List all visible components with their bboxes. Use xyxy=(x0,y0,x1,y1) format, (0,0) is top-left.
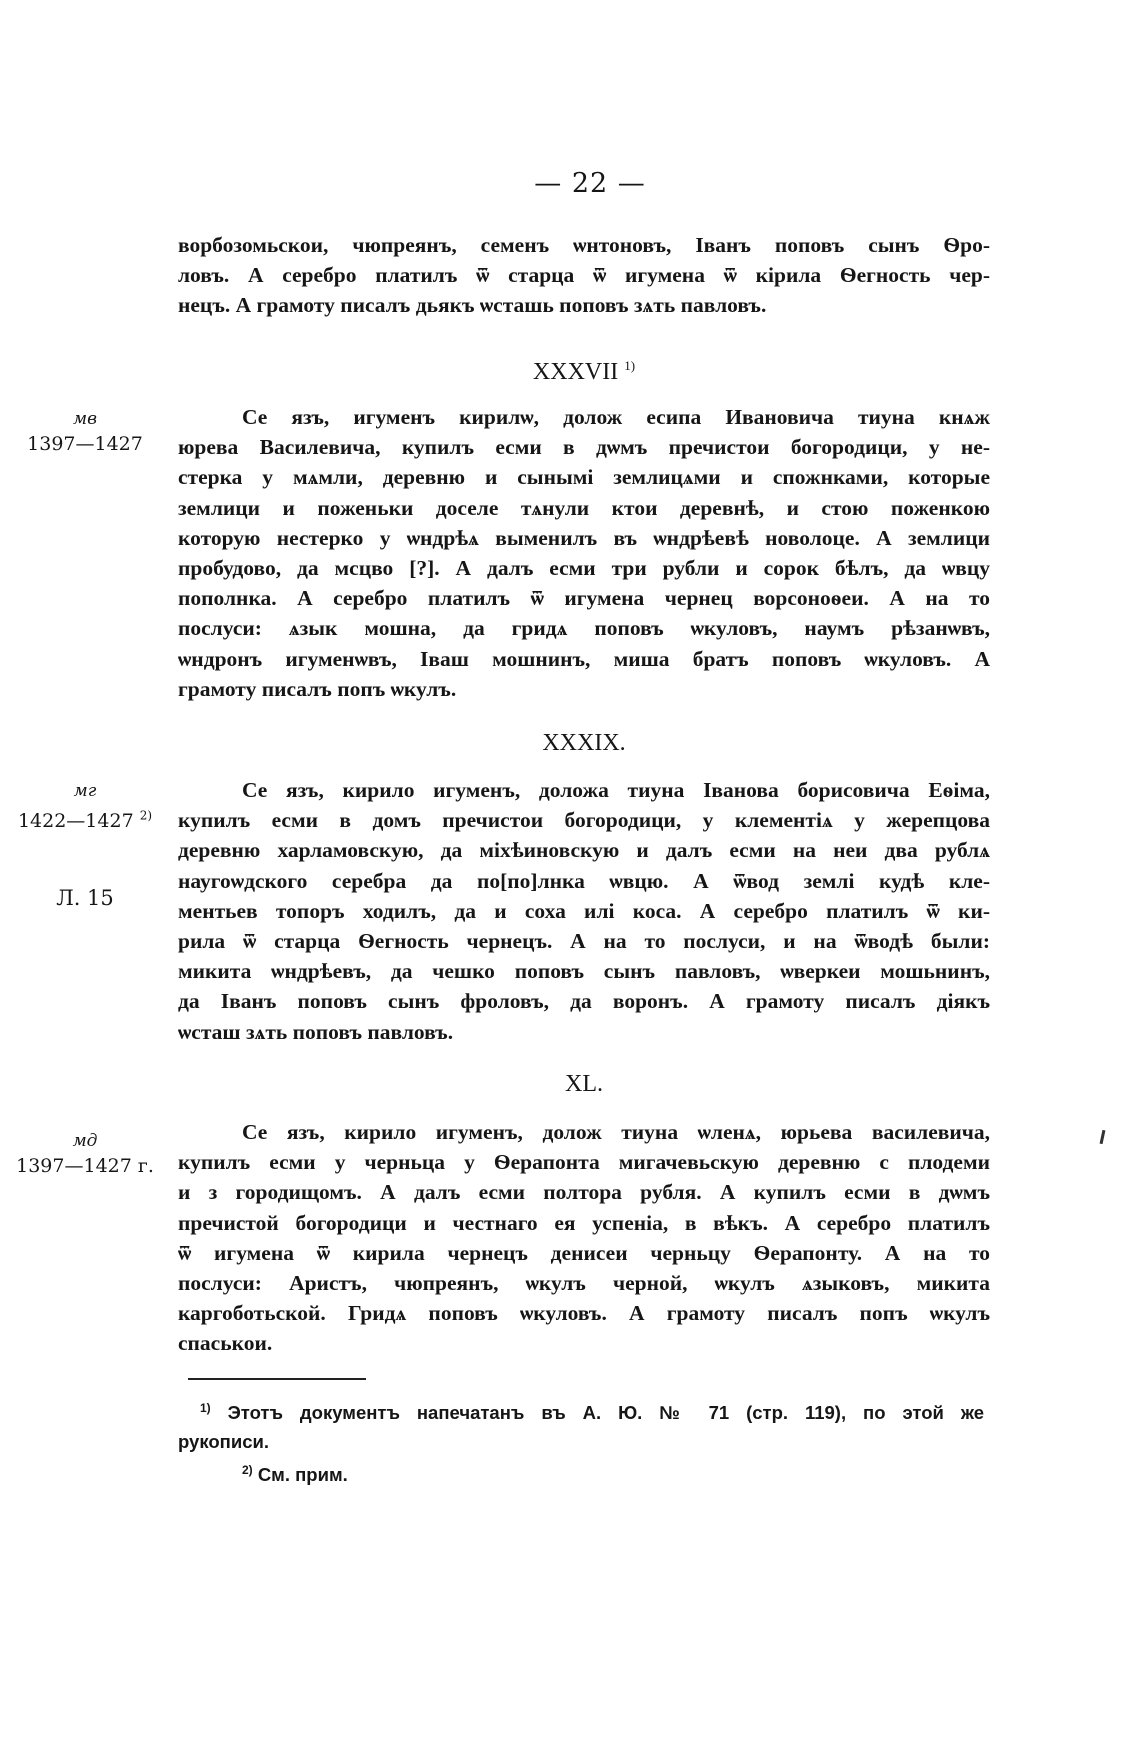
text-line: Се язъ, кирило игуменъ, доложа тиуна Іванова борисовича Еѳіма, xyxy=(242,778,990,802)
document-text-block xyxy=(178,775,990,1047)
margin-note xyxy=(0,780,170,835)
margin-note xyxy=(0,408,170,458)
margin-code: мд xyxy=(72,1131,98,1151)
margin-years-value: 1422—1427 xyxy=(17,810,134,833)
footnote-mark: 2) xyxy=(242,1463,253,1478)
margin-note xyxy=(0,1130,170,1180)
section-heading-label: XXXIX. xyxy=(542,730,626,756)
text-line: ѡсташ зѧть поповъ павловъ. xyxy=(178,1019,454,1044)
footnote-reference: 1) xyxy=(624,358,636,373)
page-number: — 22 — xyxy=(534,168,646,199)
footnote-text: рукописи. xyxy=(178,1431,270,1453)
text-line: ментьев топоръ ходилъ, да и соха илі коса. А серебро платилъ ѿ ки- xyxy=(178,898,990,923)
text-line: пополнка. А серебро платилъ ѿ игумена чернец ворсоноѳеи. А на то xyxy=(178,586,990,611)
margin-years xyxy=(18,810,152,832)
intro-text-block xyxy=(178,230,990,321)
margin-years: 1397—1427 xyxy=(27,433,143,455)
footnote-text: Этотъ документъ напечатанъ въ А. Ю. № 71 (стр. 119), по этой же xyxy=(227,1402,984,1424)
text-line: купилъ есми в домъ пречистои богородици, у клементіѧ у жерепцова xyxy=(178,808,990,833)
text-line: купилъ есми у черньца у Ѳерапонта мигачевьскую деревню с плодеми xyxy=(178,1150,990,1175)
text-line: ѡндронъ игуменѡвъ, Іваш мошнинъ, миша братъ поповъ ѡкуловъ. А xyxy=(178,646,990,671)
document-text-block xyxy=(178,402,990,704)
text-line: послуси: Аристъ, чюпреянъ, ѡкулъ черной, ѡкулъ ѧзыковъ, микита xyxy=(178,1270,990,1295)
footnote xyxy=(178,1456,984,1489)
text-line: пробудово, да мсцво [?]. А далъ есми три рубли и сорок бѣлъ, да ѡвцу xyxy=(178,555,990,580)
text-line: деревню харламовскую, да міхѣиновскую и далъ есми на неи два рублѧ xyxy=(178,838,990,863)
text-line: послуси: ѧзык мошна, да гридѧ поповъ ѡкуловъ, наумъ рѣзанѡвъ, xyxy=(178,616,990,641)
text-line: ворбозомьскои, чюпреянъ, семенъ ѡнтоновъ, Іванъ поповъ сынъ Ѳро- xyxy=(178,233,990,257)
text-line: Се язъ, кирило игуменъ, долож тиуна ѡленѧ, юрьева василевича, xyxy=(242,1120,990,1144)
text-line: наугоѡдского серебра да по[по]лнка ѡвцю. А ѿвод землі кудѣ кле- xyxy=(178,868,990,893)
text-line: которую нестерко у ѡндрѣѧ выменилъ въ ѡндрѣевѣ новолоце. А землици xyxy=(178,525,990,550)
text-line: рила ѿ старца Ѳегность чернецъ. А на то послуси, и на ѿводѣ были: xyxy=(178,928,990,953)
margin-leaf-number: Л. 15 xyxy=(56,886,114,910)
section-heading xyxy=(178,730,990,757)
text-line: да Іванъ поповъ сынъ фроловъ, да воронъ. А грамоту писалъ діякъ xyxy=(178,989,990,1014)
text-line: Се язъ, игуменъ кирилѡ, долож есипа Ивановича тиуна кнѧж xyxy=(242,405,990,429)
margin-code: мв xyxy=(73,409,97,429)
text-line: спаськои. xyxy=(178,1331,273,1356)
document-text-block xyxy=(178,1117,990,1359)
footnote-text: См. прим. xyxy=(257,1464,348,1486)
margin-years: 1397—1427 г. xyxy=(16,1155,154,1177)
footnotes xyxy=(178,1394,984,1489)
text-line: землици и поженьки доселе тѧнули ктои деревнѣ, и стою поженкою xyxy=(178,495,990,520)
stray-ink-mark xyxy=(1100,1130,1106,1144)
text-line: и з городищомъ. А далъ есми полтора рубля. А купилъ есми в дѡмъ xyxy=(178,1180,990,1205)
text-line: микита ѡндрѣевъ, да чешко поповъ сынъ павловъ, ѡверкеи мошьнинъ, xyxy=(178,959,990,984)
section-heading xyxy=(178,358,990,386)
footnote xyxy=(178,1394,984,1427)
text-line: ѿ игумена ѿ кирила чернецъ денисеи черньцу Ѳерапонту. А на то xyxy=(178,1240,990,1265)
text-line: ловъ. А серебро платилъ ѿ старца ѿ игумена ѿ кірила Ѳегность чер- xyxy=(178,263,990,288)
section-heading-label: XXXVII xyxy=(532,359,619,385)
margin-code: мг xyxy=(73,781,97,801)
footnote-reference: 2) xyxy=(139,809,153,823)
footnote-divider xyxy=(188,1378,366,1380)
footnote-mark: 1) xyxy=(200,1401,211,1415)
text-line: стерка у мѧмли, деревню и сынымі землицѧми и спожнками, которые xyxy=(178,465,990,490)
footnote xyxy=(178,1427,984,1456)
text-line: юрева Василевича, купилъ есми в дѡмъ пречистои богородици, у не- xyxy=(178,435,990,460)
section-heading-label: XL. xyxy=(565,1071,603,1097)
text-line: грамоту писалъ попъ ѡкулъ. xyxy=(178,676,457,701)
text-line: каргоботьской. Гридѧ поповъ ѡкуловъ. А грамоту писалъ попъ ѡкулъ xyxy=(178,1301,990,1326)
section-heading xyxy=(178,1071,990,1098)
text-line: нецъ. А грамоту писалъ дьякъ ѡсташь поповъ зѧть павловъ. xyxy=(178,293,767,318)
text-line: пречистой богородици и честнаго ея успеніа, в вѣкъ. А серебро платилъ xyxy=(178,1210,990,1235)
